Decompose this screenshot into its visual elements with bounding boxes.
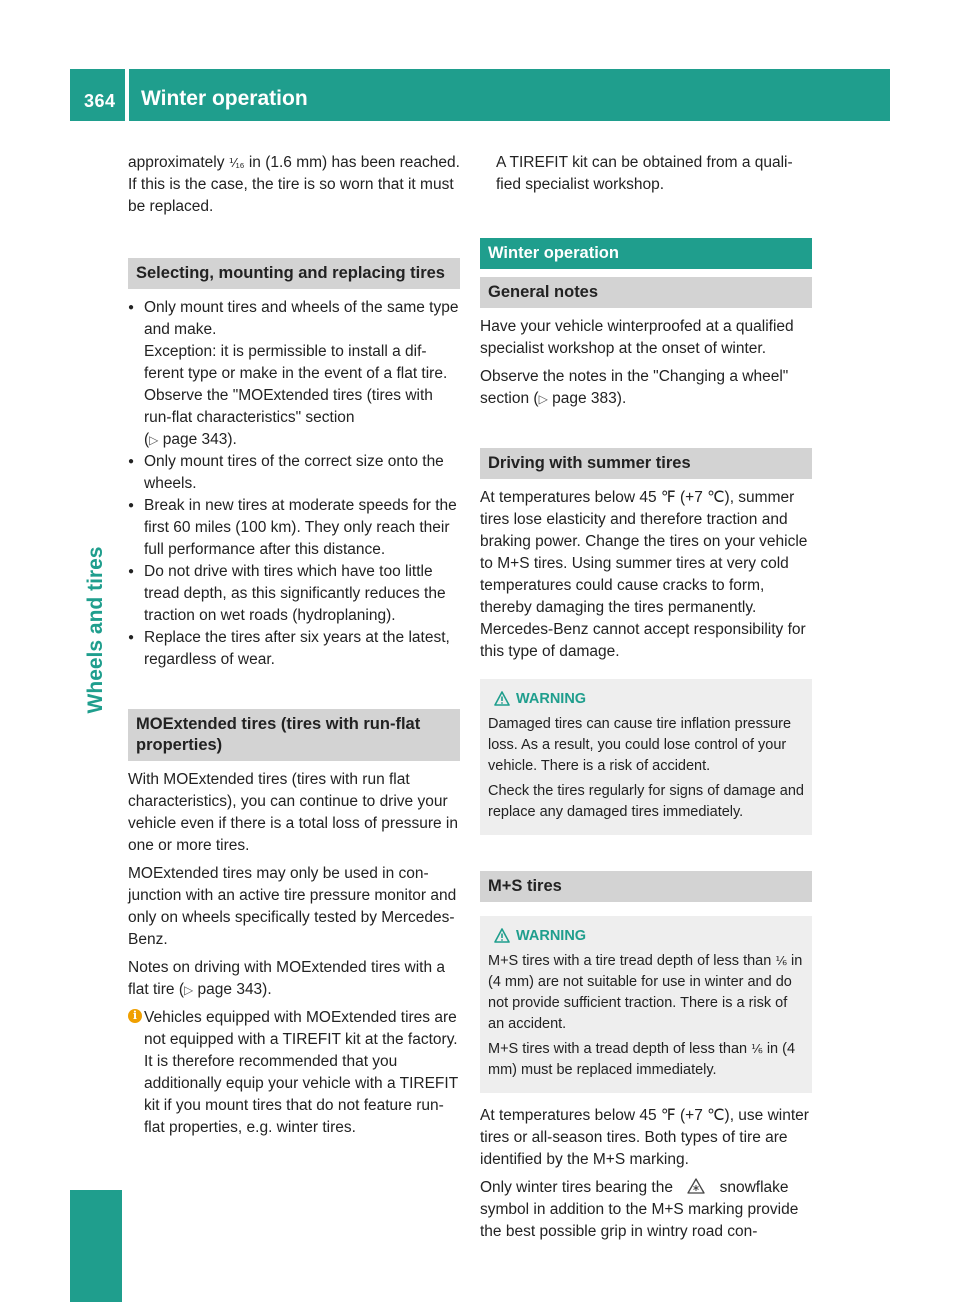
section-heading-moextended: MOExtended tires (tires with run-flat properties) xyxy=(128,709,460,761)
warning-triangle-icon xyxy=(494,928,510,943)
warning-title: WARNING xyxy=(516,928,587,944)
triangle-right-icon: ▷ xyxy=(149,433,159,447)
header-divider xyxy=(125,69,129,121)
fraction: ⅟₁₆ xyxy=(228,156,245,170)
triangle-right-icon: ▷ xyxy=(183,983,194,997)
list-item: ● Do not drive with tires which have too little tread depth, as this significantly reduces the traction on wet roads (hydroplaning). xyxy=(128,561,460,627)
page-reference-link[interactable]: page 383). xyxy=(552,390,627,407)
warning-box: WARNING M+S tires with a tire tread depth of less than ⅙ in (4 mm) are not suitable for use in winter and do not provide sufficient traction. There is a risk of an accident. M+S tires with a tread depth of less than ⅙ in (4 mm) must be replaced immediately. xyxy=(480,916,812,1093)
page-reference-link[interactable]: page 343). xyxy=(162,431,237,448)
warning-title: WARNING xyxy=(516,691,587,707)
section-heading-ms-tires: M+S tires xyxy=(480,871,812,902)
paragraph: At temperatures below 45 ℉ (+7 ℃), summer tires lose elasticity and therefore traction and braking power. Change the tires on your vehicle to M+S tires. Using summer tires at very cold temperatures could cause cracks to form, thereby damaging the tires permanently. Mercedes-Benz cannot accept responsibility for this type of damage. xyxy=(480,489,808,660)
info-icon: i xyxy=(128,1009,142,1023)
triangle-right-icon: ▷ xyxy=(538,392,548,406)
tirefit-note: A TIREFIT kit can be obtained from a qualified specialist workshop. xyxy=(496,154,793,193)
paragraph: Observe the notes in the "Changing a wheel" section (▷ page 383). xyxy=(480,368,789,407)
page-title: Winter operation xyxy=(141,87,308,110)
right-column xyxy=(480,152,812,1249)
page-reference-link[interactable]: page 343). xyxy=(197,981,272,998)
section-heading-selecting-tires: Selecting, mounting and replacing tires xyxy=(128,258,460,289)
intro-paragraph: approximately ⅟₁₆ in (1.6 mm) has been reached. If this is the case, the tire is so worn that it must be replaced. xyxy=(128,154,460,215)
tire-rules-list xyxy=(128,297,460,671)
list-item: ● Only mount tires and wheels of the same type and make. Exception: it is permissible to install a different type or make in the event of a flat tire. Observe the "MOExtended tires (tires with run-flat characteristics" section (▷ page 343). xyxy=(128,297,460,451)
paragraph: Notes on driving with MOExtended tires with a flat tire (▷ page 343). xyxy=(128,959,446,998)
warning-triangle-icon xyxy=(494,691,510,706)
page-header xyxy=(70,69,890,121)
list-item: ● Replace the tires after six years at the latest, regardless of wear. xyxy=(128,627,460,671)
side-tab-label: Wheels and tires xyxy=(84,546,107,714)
warning-box: WARNING Damaged tires can cause tire inflation pressure loss. As a result, you could lose control of your vehicle. There is a risk of accident. Check the tires regularly for signs of damage and replace any damaged tires immediately. xyxy=(480,679,812,835)
side-tab xyxy=(70,500,122,760)
list-item: ● Break in new tires at moderate speeds for the first 60 miles (100 km). They only reach their full performance after this distance. xyxy=(128,495,460,561)
fraction: ⅙ xyxy=(751,1042,763,1056)
side-tab-block xyxy=(70,1190,122,1302)
paragraph: Only winter tires bearing the snowflake symbol in addition to the M+S marking provide the best possible grip in wintry road con- xyxy=(480,1179,799,1240)
paragraph: MOExtended tires may only be used in conjunction with an active tire pressure monitor and only on wheels specifically tested by Mercedes-Benz. xyxy=(128,865,457,948)
paragraph: With MOExtended tires (tires with run flat characteristics), you can continue to drive your vehicle even if there is a total loss of pressure in one or more tires. xyxy=(128,771,458,854)
fraction: ⅙ xyxy=(775,954,787,968)
paragraph: At temperatures below 45 ℉ (+7 ℃), use winter tires or all-season tires. Both types of tire are identified by the M+S marking. xyxy=(480,1107,809,1168)
page-number: 364 xyxy=(84,91,116,111)
snowflake-mountain-icon xyxy=(687,1177,705,1195)
section-heading-general-notes: General notes xyxy=(480,277,812,308)
info-note: i Vehicles equipped with MOExtended tires are not equipped with a TIREFIT kit at the factory. It is therefore recommended that you additionally equip your vehicle with a TIREFIT kit if you mount tires that do not feature run-flat properties, e.g. winter tires. xyxy=(128,1007,460,1139)
section-heading-winter-operation: Winter operation xyxy=(480,238,812,269)
left-column xyxy=(128,152,460,1139)
paragraph: Have your vehicle winterproofed at a qualified specialist workshop at the onset of winter. xyxy=(480,318,794,357)
section-heading-summer-tires: Driving with summer tires xyxy=(480,448,812,479)
list-item: ● Only mount tires of the correct size onto the wheels. xyxy=(128,451,460,495)
